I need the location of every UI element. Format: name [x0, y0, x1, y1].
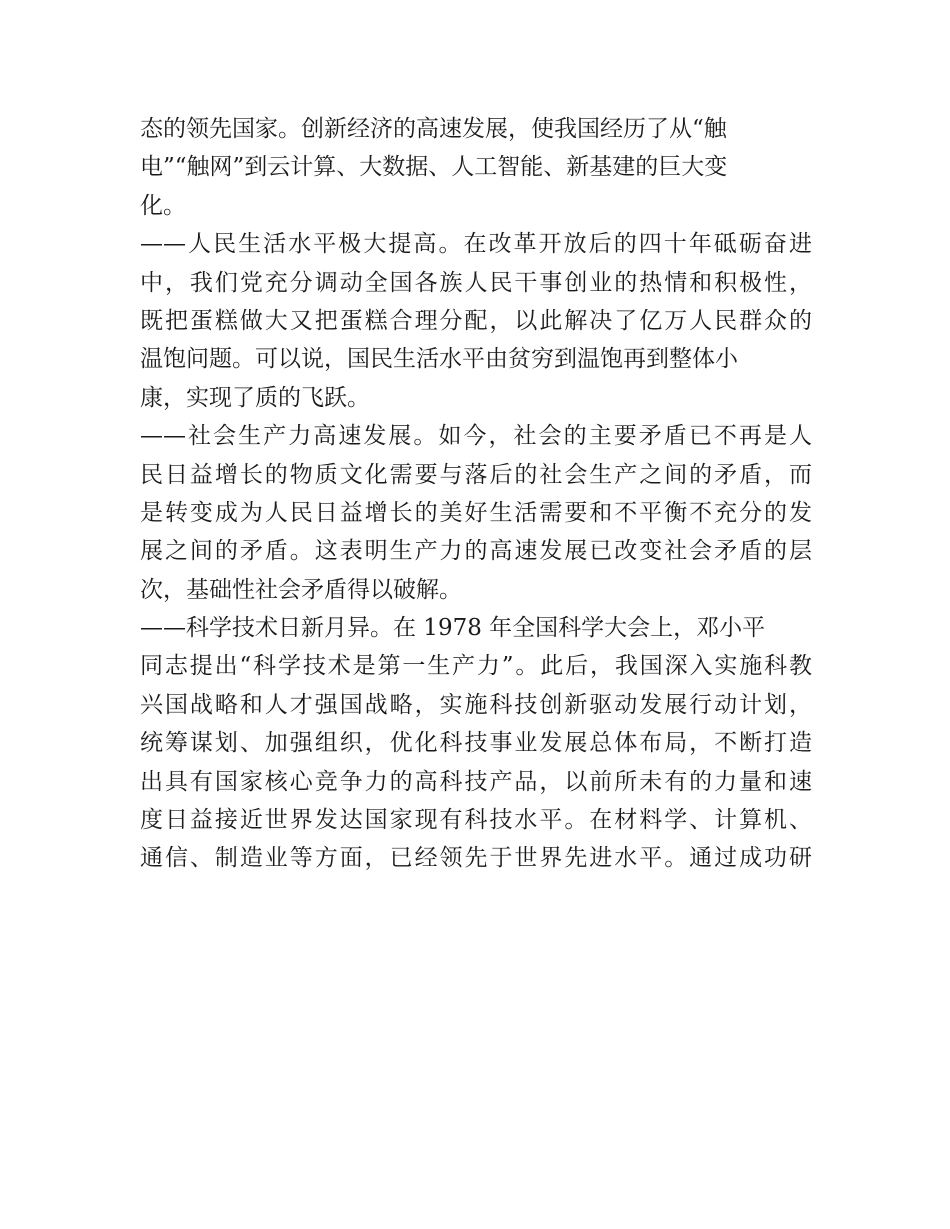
text-line: 态的领先国家。创新经济的高速发展，使我国经历了从“触	[140, 116, 727, 142]
text-line: 温饱问题。可以说，国民生活水平由贫穷到温饱再到整体小	[140, 346, 738, 373]
text-line: ——社会生产力高速发展。如今，社会的主要矛盾已不再是人	[140, 423, 812, 450]
text-line: 出具有国家核心竞争力的高科技产品，以前所未有的力量和速	[140, 768, 812, 795]
text-line: 中，我们党充分调动全国各族人民干事创业的热情和积极性，	[140, 269, 812, 296]
text-line: 民日益增长的物质文化需要与落后的社会生产之间的矛盾，而	[140, 461, 812, 488]
text-line: 同志提出“科学技术是第一生产力”。此后，我国深入实施科教	[140, 653, 812, 680]
text-line: 通信、制造业等方面，已经领先于世界先进水平。通过成功研	[140, 845, 812, 872]
text-line: 化。	[140, 192, 186, 219]
text-line: 度日益接近世界发达国家现有科技水平。在材料学、计算机、	[140, 807, 812, 834]
document-body	[140, 110, 812, 878]
text-line: 兴国战略和人才强国战略，实施科技创新驱动发展行动计划，	[140, 691, 812, 718]
text-line: 是转变成为人民日益增长的美好生活需要和不平衡不充分的发	[140, 499, 812, 526]
text-line: 统筹谋划、加强组织，优化科技事业发展总体布局，不断打造	[140, 730, 812, 757]
text-line: 展之间的矛盾。这表明生产力的高速发展已改变社会矛盾的层	[140, 538, 812, 565]
text-line: 康，实现了质的飞跃。	[140, 384, 370, 411]
text-line: 电”“触网”到云计算、大数据、人工智能、新基建的巨大变	[140, 154, 728, 181]
text-line: ——科学技术日新月异。在 1978 年全国科学大会上，邓小平	[140, 615, 766, 642]
text-line: 次，基础性社会矛盾得以破解。	[140, 576, 462, 603]
text-line: ——人民生活水平极大提高。在改革开放后的四十年砥砺奋进	[140, 231, 812, 258]
text-line: 既把蛋糕做大又把蛋糕合理分配，以此解决了亿万人民群众的	[140, 307, 812, 334]
